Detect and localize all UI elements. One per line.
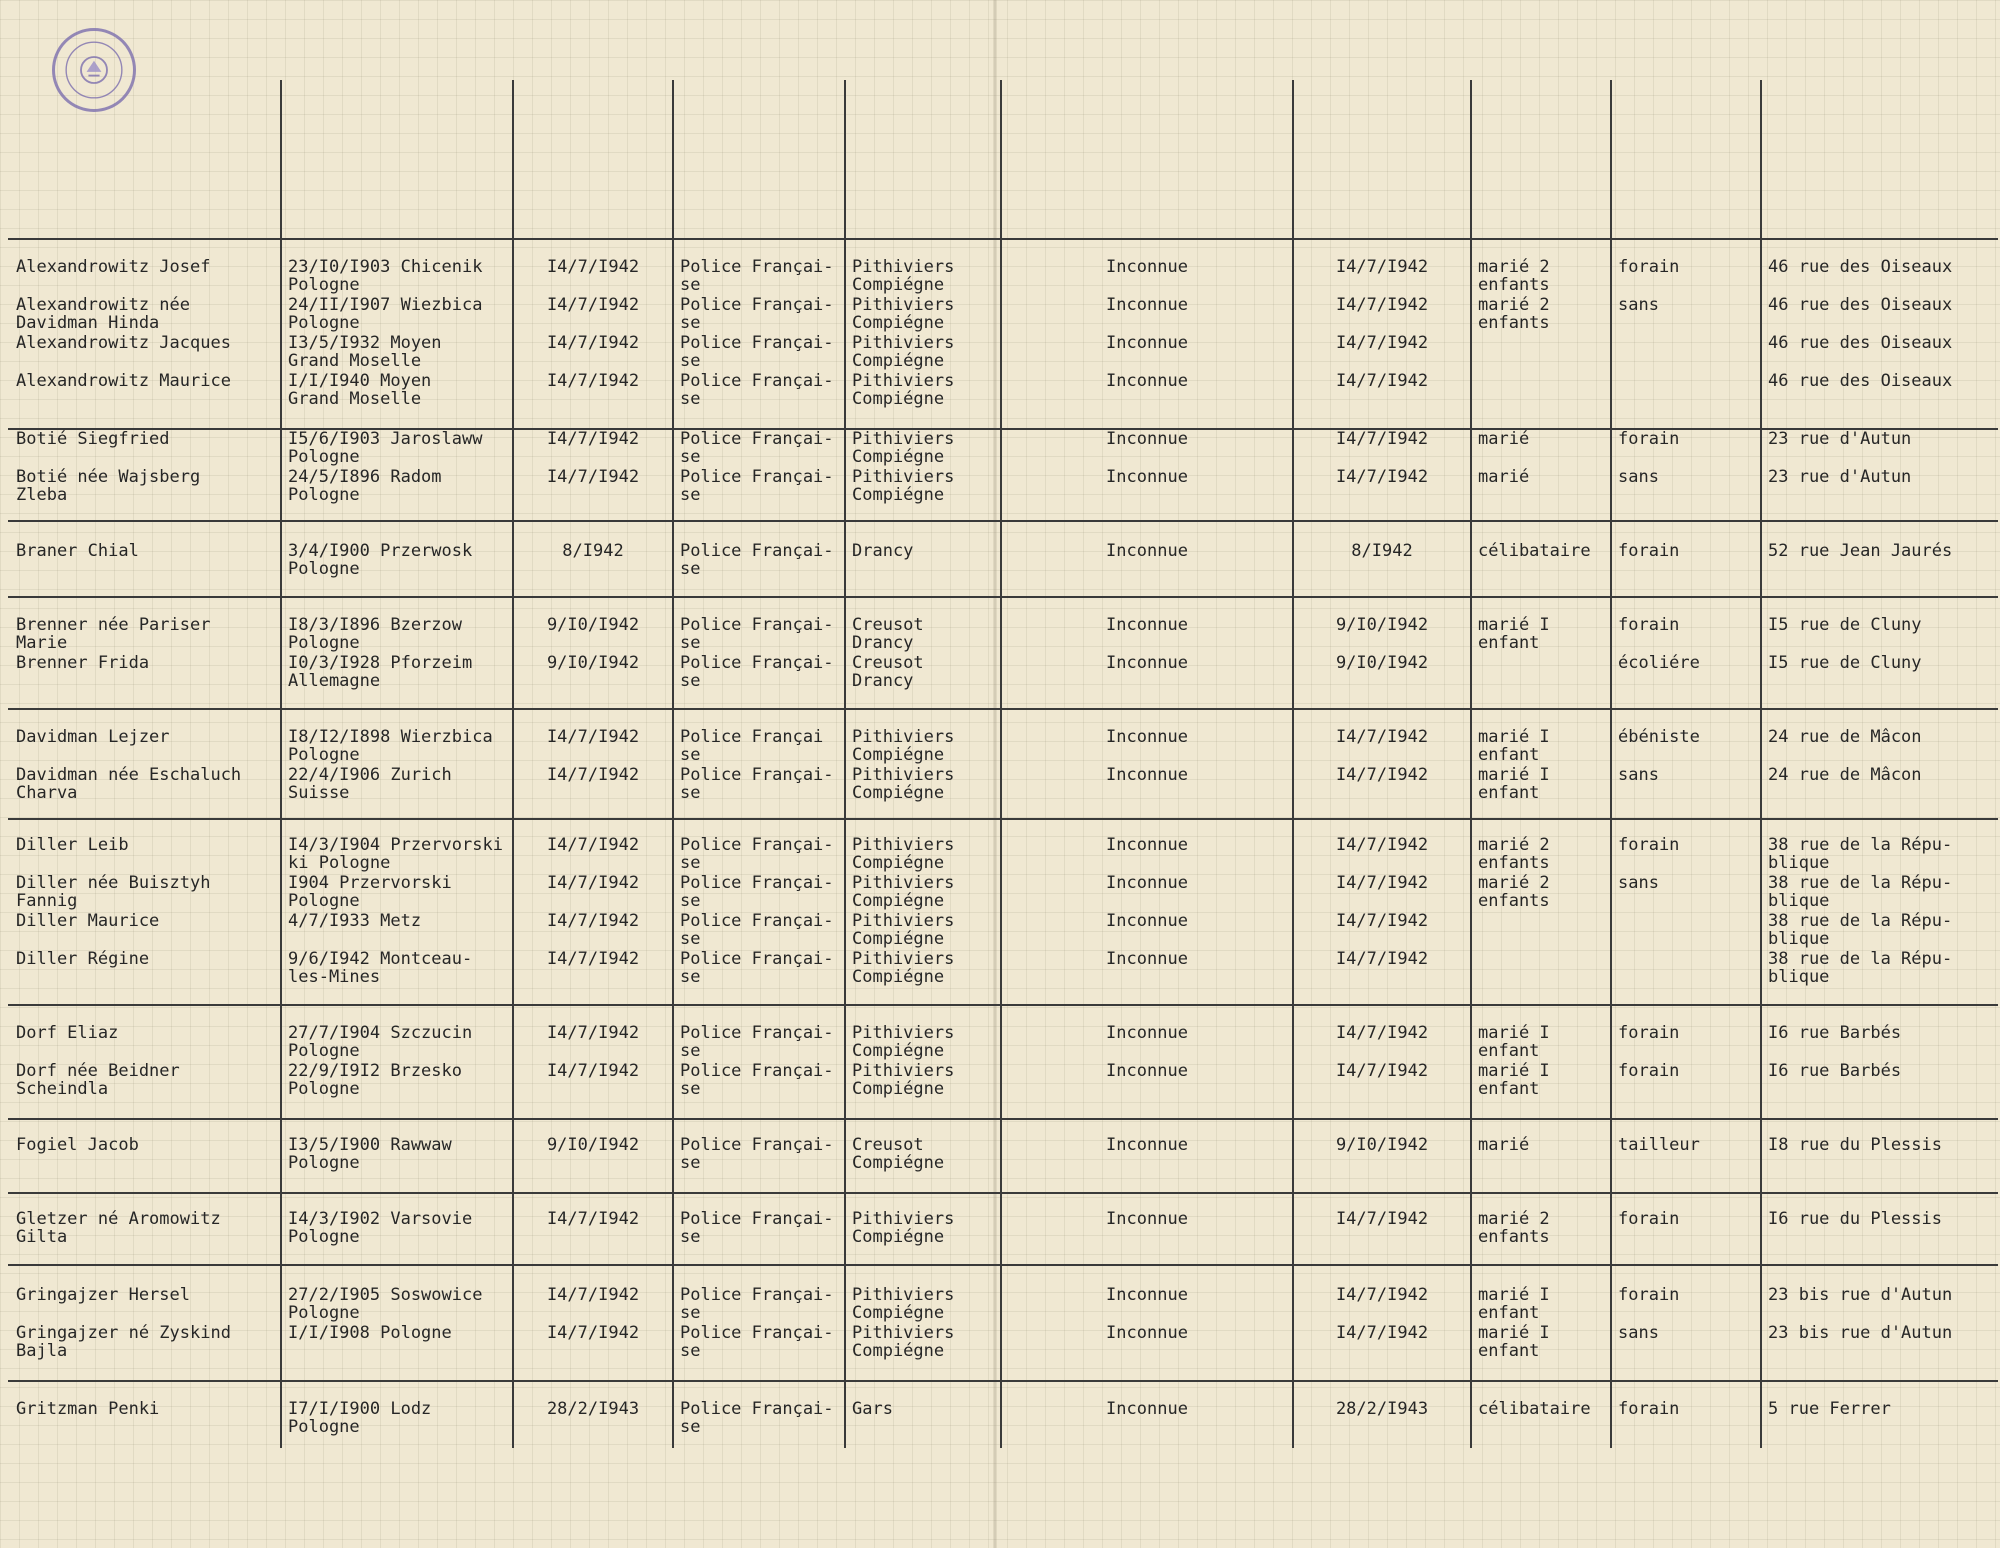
cell-police: Police Françai- se xyxy=(680,467,834,505)
cell-address-germany: Inconnue xyxy=(1106,1135,1188,1155)
column-rule xyxy=(1000,80,1002,1448)
cell-family-status: célibataire xyxy=(1478,541,1591,561)
cell-address-germany: Inconnue xyxy=(1106,1023,1188,1043)
cell-birthplace: I/I/I908 Pologne xyxy=(288,1323,452,1343)
cell-family-address: I8 rue du Plessis xyxy=(1768,1135,1942,1155)
cell-birthplace: I8/I2/I898 Wierzbica Pologne xyxy=(288,727,493,765)
cell-family-status: marié 2 enfants xyxy=(1478,873,1550,911)
cell-family-status: marié 2 enfants xyxy=(1478,835,1550,873)
cell-family-status: célibataire xyxy=(1478,1399,1591,1419)
cell-name: Alexandrowitz Jacques xyxy=(16,333,231,353)
cell-arrest-date: I4/7/I942 xyxy=(546,1209,640,1229)
cell-family-address: 46 rue des Oiseaux xyxy=(1768,295,1953,315)
cell-family-status: marié I enfant xyxy=(1478,1023,1550,1061)
cell-name: Gringajzer né Zyskind Bajla xyxy=(16,1323,231,1361)
municipal-seal xyxy=(52,28,136,112)
cell-profession: sans xyxy=(1618,873,1659,893)
cell-address-germany: Inconnue xyxy=(1106,835,1188,855)
cell-family-address: 23 bis rue d'Autun xyxy=(1768,1285,1953,1305)
cell-family-address: 24 rue de Mâcon xyxy=(1768,765,1922,785)
cell-trace-lost: I4/7/I942 xyxy=(1335,949,1429,969)
cell-address-germany: Inconnue xyxy=(1106,1323,1188,1343)
cell-family-status: marié I enfant xyxy=(1478,615,1550,653)
cell-trace-lost: I4/7/I942 xyxy=(1335,467,1429,487)
cell-police: Police Françai- se xyxy=(680,615,834,653)
cell-internment: Pithiviers Compiégne xyxy=(852,257,955,295)
cell-family-address: 52 rue Jean Jaurés xyxy=(1768,541,1953,561)
cell-address-germany: Inconnue xyxy=(1106,765,1188,785)
group-separator xyxy=(8,818,1998,820)
cell-police: Police Françai- se xyxy=(680,1323,834,1361)
cell-family-status: marié xyxy=(1478,1135,1530,1155)
cell-family-address: I5 rue de Cluny xyxy=(1768,615,1922,635)
cell-birthplace: I4/3/I904 Przervorski ki Pologne xyxy=(288,835,503,873)
cell-name: Alexandrowitz Josef xyxy=(16,257,211,277)
cell-address-germany: Inconnue xyxy=(1106,615,1188,635)
cell-name: Brenner Frida xyxy=(16,653,150,673)
cell-police: Police Françai- se xyxy=(680,911,834,949)
cell-police: Police Françai- se xyxy=(680,835,834,873)
cell-name: Fogiel Jacob xyxy=(16,1135,139,1155)
cell-internment: Pithiviers Compiégne xyxy=(852,295,955,333)
cell-police: Police Françai- se xyxy=(680,1285,834,1323)
cell-birthplace: I4/3/I902 Varsovie Pologne xyxy=(288,1209,473,1247)
cell-police: Police Françai- se xyxy=(680,1061,834,1099)
cell-arrest-date: 8/I942 xyxy=(562,541,624,561)
cell-police: Police Françai- se xyxy=(680,371,834,409)
column-rule xyxy=(1470,80,1472,1448)
cell-birthplace: 24/5/I896 Radom Pologne xyxy=(288,467,442,505)
cell-trace-lost: I4/7/I942 xyxy=(1335,1323,1429,1343)
cell-police: Police Françai- se xyxy=(680,765,834,803)
cell-family-status: marié 2 enfants xyxy=(1478,257,1550,295)
column-rule xyxy=(1610,80,1612,1448)
cell-internment: Pithiviers Compiégne xyxy=(852,467,955,505)
cell-internment: Pithiviers Compiégne xyxy=(852,371,955,409)
cell-trace-lost: I4/7/I942 xyxy=(1335,1209,1429,1229)
cell-name: Botié née Wajsberg Zleba xyxy=(16,467,201,505)
cell-internment: Pithiviers Compiégne xyxy=(852,429,955,467)
cell-arrest-date: I4/7/I942 xyxy=(546,1061,640,1081)
group-separator xyxy=(8,596,1998,598)
cell-name: Botié Siegfried xyxy=(16,429,170,449)
cell-arrest-date: I4/7/I942 xyxy=(546,295,640,315)
cell-internment: Drancy xyxy=(852,541,914,561)
cell-profession: forain xyxy=(1618,541,1680,561)
cell-profession: forain xyxy=(1618,257,1680,277)
cell-name: Gletzer né Aromowitz Gilta xyxy=(16,1209,221,1247)
cell-family-address: I6 rue Barbés xyxy=(1768,1023,1902,1043)
cell-name: Brenner née Pariser Marie xyxy=(16,615,211,653)
cell-name: Diller née Buisztyh Fannig xyxy=(16,873,211,911)
cell-address-germany: Inconnue xyxy=(1106,1061,1188,1081)
cell-trace-lost: I4/7/I942 xyxy=(1335,371,1429,391)
cell-name: Diller Régine xyxy=(16,949,150,969)
cell-birthplace: I0/3/I928 Pforzeim Allemagne xyxy=(288,653,473,691)
header-rule xyxy=(8,238,1998,240)
cell-internment: Pithiviers Compiégne xyxy=(852,1209,955,1247)
cell-profession: forain xyxy=(1618,835,1680,855)
cell-internment: Pithiviers Compiégne xyxy=(852,1023,955,1061)
cell-birthplace: 24/II/I907 Wiezbica Pologne xyxy=(288,295,483,333)
cell-birthplace: I/I/I940 Moyen Grand Moselle xyxy=(288,371,432,409)
cell-arrest-date: I4/7/I942 xyxy=(546,1285,640,1305)
cell-profession: forain xyxy=(1618,1285,1680,1305)
group-separator xyxy=(8,1004,1998,1006)
cell-family-status: marié xyxy=(1478,429,1530,449)
cell-name: Alexandrowitz née Davidman Hinda xyxy=(16,295,190,333)
cell-trace-lost: I4/7/I942 xyxy=(1335,873,1429,893)
cell-internment: Pithiviers Compiégne xyxy=(852,949,955,987)
cell-birthplace: 4/7/I933 Metz xyxy=(288,911,422,931)
cell-arrest-date: I4/7/I942 xyxy=(546,765,640,785)
column-rule xyxy=(1760,80,1762,1448)
cell-arrest-date: I4/7/I942 xyxy=(546,257,640,277)
cell-family-address: I6 rue Barbés xyxy=(1768,1061,1902,1081)
cell-police: Police Françai- se xyxy=(680,949,834,987)
cell-trace-lost: I4/7/I942 xyxy=(1335,835,1429,855)
cell-profession: sans xyxy=(1618,1323,1659,1343)
cell-profession: sans xyxy=(1618,765,1659,785)
cell-profession: forain xyxy=(1618,429,1680,449)
cell-internment: Pithiviers Compiégne xyxy=(852,333,955,371)
cell-arrest-date: 28/2/I943 xyxy=(546,1399,640,1419)
cell-internment: Pithiviers Compiégne xyxy=(852,727,955,765)
group-separator xyxy=(8,520,1998,522)
cell-birthplace: I904 Przervorski Pologne xyxy=(288,873,452,911)
cell-arrest-date: I4/7/I942 xyxy=(546,467,640,487)
cell-profession: sans xyxy=(1618,295,1659,315)
cell-police: Police Françai- se xyxy=(680,1209,834,1247)
cell-arrest-date: I4/7/I942 xyxy=(546,835,640,855)
cell-trace-lost: I4/7/I942 xyxy=(1335,257,1429,277)
cell-police: Police Françai- se xyxy=(680,295,834,333)
cell-birthplace: 9/6/I942 Montceau- les-Mines xyxy=(288,949,473,987)
cell-arrest-date: I4/7/I942 xyxy=(546,1323,640,1343)
cell-birthplace: I7/I/I900 Lodz Pologne xyxy=(288,1399,432,1437)
column-rule xyxy=(844,80,846,1448)
cell-address-germany: Inconnue xyxy=(1106,257,1188,277)
cell-address-germany: Inconnue xyxy=(1106,467,1188,487)
column-rule xyxy=(1292,80,1294,1448)
cell-internment: Pithiviers Compiégne xyxy=(852,1285,955,1323)
cell-internment: Gars xyxy=(852,1399,893,1419)
column-rule xyxy=(280,80,282,1448)
cell-family-status: marié 2 enfants xyxy=(1478,1209,1550,1247)
cell-internment: Pithiviers Compiégne xyxy=(852,911,955,949)
cell-arrest-date: I4/7/I942 xyxy=(546,429,640,449)
cell-address-germany: Inconnue xyxy=(1106,333,1188,353)
cell-trace-lost: I4/7/I942 xyxy=(1335,1285,1429,1305)
cell-police: Police Françai- se xyxy=(680,257,834,295)
cell-arrest-date: I4/7/I942 xyxy=(546,371,640,391)
cell-police: Police Françai- se xyxy=(680,429,834,467)
cell-trace-lost: 9/I0/I942 xyxy=(1335,615,1429,635)
cell-birthplace: 27/7/I904 Szczucin Pologne xyxy=(288,1023,473,1061)
seal-emblem-icon xyxy=(55,31,133,109)
cell-police: Police Françai- se xyxy=(680,333,834,371)
cell-profession: tailleur xyxy=(1618,1135,1700,1155)
cell-profession: forain xyxy=(1618,1399,1680,1419)
cell-trace-lost: I4/7/I942 xyxy=(1335,429,1429,449)
cell-address-germany: Inconnue xyxy=(1106,727,1188,747)
cell-address-germany: Inconnue xyxy=(1106,653,1188,673)
cell-police: Police Françai- se xyxy=(680,1135,834,1173)
cell-profession: forain xyxy=(1618,615,1680,635)
cell-arrest-date: I4/7/I942 xyxy=(546,333,640,353)
cell-arrest-date: I4/7/I942 xyxy=(546,1023,640,1043)
column-rule xyxy=(672,80,674,1448)
cell-name: Diller Leib xyxy=(16,835,129,855)
cell-internment: Pithiviers Compiégne xyxy=(852,873,955,911)
cell-police: Police Françai- se xyxy=(680,541,834,579)
cell-address-germany: Inconnue xyxy=(1106,1209,1188,1229)
cell-name: Davidman née Eschaluch Charva xyxy=(16,765,242,803)
cell-police: Police Françai- se xyxy=(680,873,834,911)
group-separator xyxy=(8,1264,1998,1266)
cell-family-address: 38 rue de la Répu- blique xyxy=(1768,949,1953,987)
cell-name: Dorf née Beidner Scheindla xyxy=(16,1061,180,1099)
cell-profession: forain xyxy=(1618,1209,1680,1229)
group-separator xyxy=(8,1380,1998,1382)
cell-family-address: 23 rue d'Autun xyxy=(1768,467,1912,487)
cell-internment: Creusot Drancy xyxy=(852,615,924,653)
cell-profession: sans xyxy=(1618,467,1659,487)
cell-name: Dorf Eliaz xyxy=(16,1023,119,1043)
cell-family-status: marié I enfant xyxy=(1478,765,1550,803)
cell-name: Diller Maurice xyxy=(16,911,160,931)
cell-arrest-date: 9/I0/I942 xyxy=(546,1135,640,1155)
cell-internment: Pithiviers Compiégne xyxy=(852,765,955,803)
cell-address-germany: Inconnue xyxy=(1106,873,1188,893)
cell-family-address: 38 rue de la Répu- blique xyxy=(1768,911,1953,949)
cell-trace-lost: 9/I0/I942 xyxy=(1335,1135,1429,1155)
cell-family-address: 46 rue des Oiseaux xyxy=(1768,333,1953,353)
cell-name: Davidman Lejzer xyxy=(16,727,170,747)
cell-family-address: 23 bis rue d'Autun xyxy=(1768,1323,1953,1343)
cell-birthplace: 27/2/I905 Soswowice Pologne xyxy=(288,1285,483,1323)
cell-name: Braner Chial xyxy=(16,541,139,561)
cell-birthplace: I3/5/I900 Rawwaw Pologne xyxy=(288,1135,452,1173)
cell-address-germany: Inconnue xyxy=(1106,541,1188,561)
cell-arrest-date: I4/7/I942 xyxy=(546,911,640,931)
cell-family-address: 38 rue de la Répu- blique xyxy=(1768,835,1953,873)
cell-trace-lost: 8/I942 xyxy=(1351,541,1413,561)
cell-family-status: marié 2 enfants xyxy=(1478,295,1550,333)
cell-family-status: marié I enfant xyxy=(1478,727,1550,765)
cell-profession: forain xyxy=(1618,1061,1680,1081)
cell-profession: forain xyxy=(1618,1023,1680,1043)
cell-trace-lost: I4/7/I942 xyxy=(1335,911,1429,931)
cell-address-germany: Inconnue xyxy=(1106,1399,1188,1419)
cell-family-status: marié I enfant xyxy=(1478,1323,1550,1361)
cell-arrest-date: I4/7/I942 xyxy=(546,873,640,893)
cell-police: Police Françai- se xyxy=(680,1399,834,1437)
column-rule xyxy=(512,80,514,1448)
cell-birthplace: 22/4/I906 Zurich Suisse xyxy=(288,765,452,803)
cell-family-status: marié I enfant xyxy=(1478,1061,1550,1099)
cell-police: Police Françai- se xyxy=(680,653,834,691)
cell-family-address: 24 rue de Mâcon xyxy=(1768,727,1922,747)
cell-trace-lost: I4/7/I942 xyxy=(1335,765,1429,785)
cell-family-status: marié xyxy=(1478,467,1530,487)
cell-police: Police Françai- se xyxy=(680,1023,834,1061)
cell-trace-lost: I4/7/I942 xyxy=(1335,1061,1429,1081)
group-separator xyxy=(8,1118,1998,1120)
cell-address-germany: Inconnue xyxy=(1106,1285,1188,1305)
cell-internment: Pithiviers Compiégne xyxy=(852,1061,955,1099)
cell-trace-lost: I4/7/I942 xyxy=(1335,1023,1429,1043)
cell-family-address: 5 rue Ferrer xyxy=(1768,1399,1891,1419)
cell-family-address: I6 rue du Plessis xyxy=(1768,1209,1942,1229)
cell-profession: écoliére xyxy=(1618,653,1700,673)
cell-trace-lost: I4/7/I942 xyxy=(1335,727,1429,747)
cell-police: Police Françai se xyxy=(680,727,824,765)
cell-trace-lost: I4/7/I942 xyxy=(1335,295,1429,315)
cell-internment: Pithiviers Compiégne xyxy=(852,1323,955,1361)
cell-name: Gringajzer Hersel xyxy=(16,1285,190,1305)
cell-internment: Creusot Drancy xyxy=(852,653,924,691)
cell-internment: Creusot Compiégne xyxy=(852,1135,945,1173)
cell-birthplace: 22/9/I9I2 Brzesko Pologne xyxy=(288,1061,462,1099)
cell-address-germany: Inconnue xyxy=(1106,295,1188,315)
cell-family-address: 23 rue d'Autun xyxy=(1768,429,1912,449)
cell-family-address: 46 rue des Oiseaux xyxy=(1768,257,1953,277)
cell-profession: ébéniste xyxy=(1618,727,1700,747)
cell-arrest-date: 9/I0/I942 xyxy=(546,615,640,635)
cell-birthplace: I5/6/I903 Jaroslaww Pologne xyxy=(288,429,483,467)
cell-arrest-date: I4/7/I942 xyxy=(546,949,640,969)
cell-address-germany: Inconnue xyxy=(1106,429,1188,449)
cell-internment: Pithiviers Compiégne xyxy=(852,835,955,873)
cell-name: Alexandrowitz Maurice xyxy=(16,371,231,391)
cell-arrest-date: I4/7/I942 xyxy=(546,727,640,747)
cell-name: Gritzman Penki xyxy=(16,1399,160,1419)
cell-family-address: 38 rue de la Répu- blique xyxy=(1768,873,1953,911)
cell-address-germany: Inconnue xyxy=(1106,949,1188,969)
cell-birthplace: I8/3/I896 Bzerzow Pologne xyxy=(288,615,462,653)
cell-family-address: I5 rue de Cluny xyxy=(1768,653,1922,673)
cell-address-germany: Inconnue xyxy=(1106,911,1188,931)
cell-arrest-date: 9/I0/I942 xyxy=(546,653,640,673)
cell-family-address: 46 rue des Oiseaux xyxy=(1768,371,1953,391)
cell-birthplace: 3/4/I900 Przerwosk Pologne xyxy=(288,541,473,579)
cell-birthplace: 23/I0/I903 Chicenik Pologne xyxy=(288,257,483,295)
cell-trace-lost: 28/2/I943 xyxy=(1335,1399,1429,1419)
group-separator xyxy=(8,708,1998,710)
group-separator xyxy=(8,1192,1998,1194)
cell-family-status: marié I enfant xyxy=(1478,1285,1550,1323)
cell-birthplace: I3/5/I932 Moyen Grand Moselle xyxy=(288,333,442,371)
cell-trace-lost: I4/7/I942 xyxy=(1335,333,1429,353)
cell-address-germany: Inconnue xyxy=(1106,371,1188,391)
cell-trace-lost: 9/I0/I942 xyxy=(1335,653,1429,673)
